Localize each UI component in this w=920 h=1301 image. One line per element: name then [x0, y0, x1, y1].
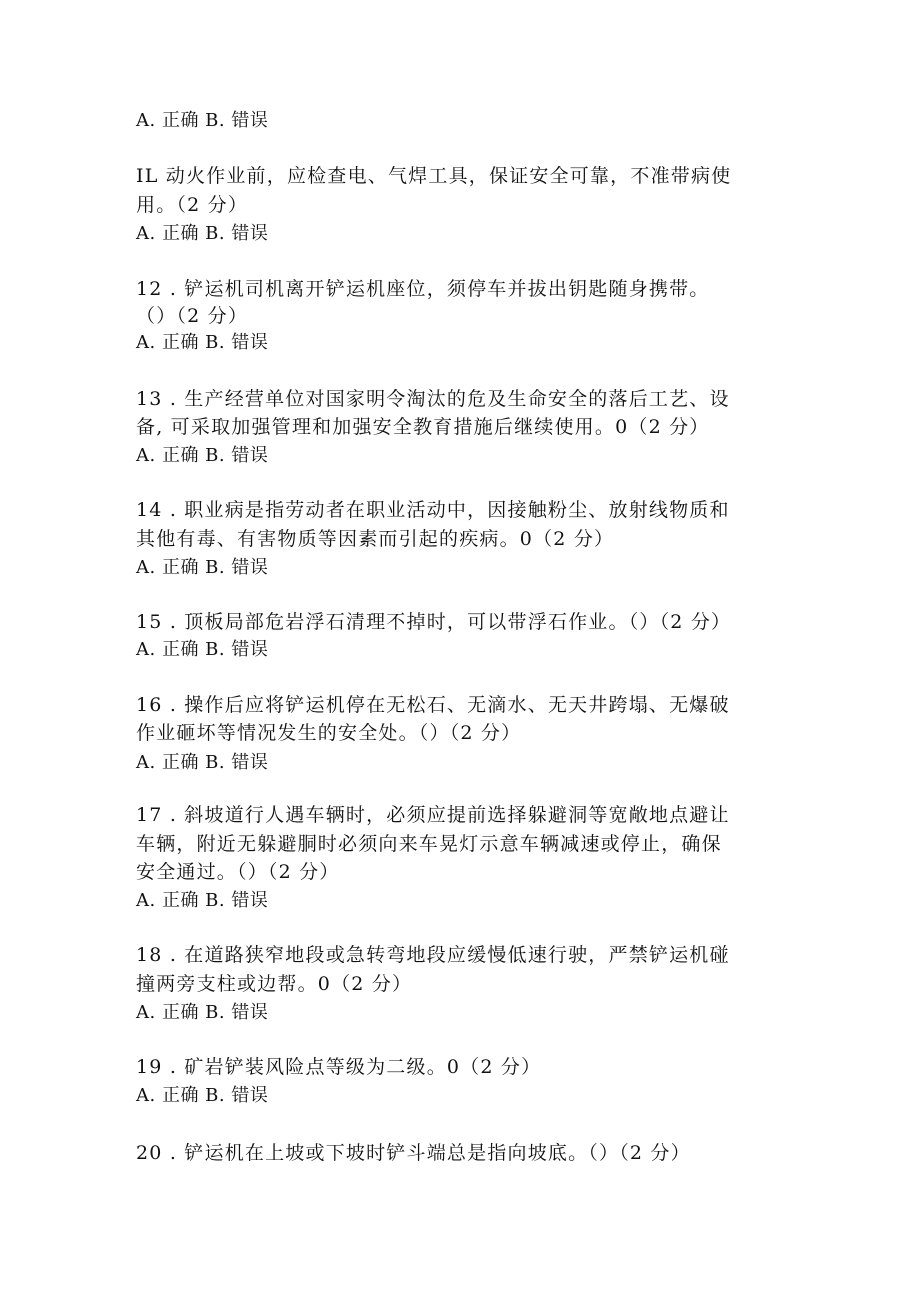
- question-text-line: 作业砸坏等情况发生的安全处。（）（2 分）: [136, 722, 522, 744]
- question-text-line: IL 动火作业前，应检查电、气焊工具，保证安全可靠，不准带病使: [136, 165, 732, 187]
- answer-options: A. 正确 B. 错误: [136, 223, 269, 244]
- question-text-line: 14 . 职业病是指劳动者在职业活动中，因接触粉尘、放射线物质和: [136, 499, 730, 521]
- question-text-line: 15 . 顶板局部危岩浮石清理不掉时，可以带浮石作业。（）（2 分）: [136, 611, 732, 633]
- answer-options: A. 正确 B. 错误: [136, 752, 269, 773]
- question-text-line: 20 . 铲运机在上坡或下坡时铲斗端总是指向坡底。（）（2 分）: [136, 1142, 691, 1164]
- question-text-line: 18 . 在道路狭窄地段或急转弯地段应缓慢低速行驶，严禁铲运机碰: [136, 944, 730, 966]
- question-text-line: 撞两旁支柱或边帮。0（2 分）: [136, 973, 413, 995]
- answer-options: A. 正确 B. 错误: [136, 445, 269, 466]
- question-text-line: 16 . 操作后应将铲运机停在无松石、无滴水、无天井跨塌、无爆破: [136, 694, 730, 716]
- question-text-line: 12 . 铲运机司机离开铲运机座位，须停车并拔出钥匙随身携带。: [136, 278, 710, 300]
- question-text-line: 安全通过。（）（2 分）: [136, 861, 340, 883]
- question-text-line: 其他有毒、有害物质等因素而引起的疾病。0（2 分）: [136, 528, 615, 550]
- answer-options: A. 正确 B. 错误: [136, 1085, 269, 1106]
- answer-options: A. 正确 B. 错误: [136, 1002, 269, 1023]
- answer-options: A. 正确 B. 错误: [136, 890, 269, 911]
- question-text-line: 17 . 斜坡道行人遇车辆时，必须应提前选择躲避洞等宽敞地点避让: [136, 804, 730, 826]
- answer-options: A. 正确 B. 错误: [136, 332, 269, 353]
- question-text-line: 备, 可采取加强管理和加强安全教育措施后继续使用。0（2 分）: [136, 416, 710, 438]
- question-text-line: 用。（2 分）: [136, 194, 249, 216]
- answer-options-q10: A. 正确 B. 错误: [136, 110, 269, 131]
- question-text-line: （）（2 分）: [136, 305, 249, 327]
- question-text-line: 13 . 生产经营单位对国家明令淘汰的危及生命安全的落后工艺、设: [136, 388, 730, 410]
- answer-options: A. 正确 B. 错误: [136, 557, 269, 578]
- question-text-line: 19 . 矿岩铲装风险点等级为二级。0（2 分）: [136, 1056, 542, 1078]
- question-text-line: 车辆，附近无躲避胴时必须向来车晃灯示意车辆减速或停止，确保: [136, 833, 722, 855]
- answer-options: A. 正确 B. 错误: [136, 639, 269, 660]
